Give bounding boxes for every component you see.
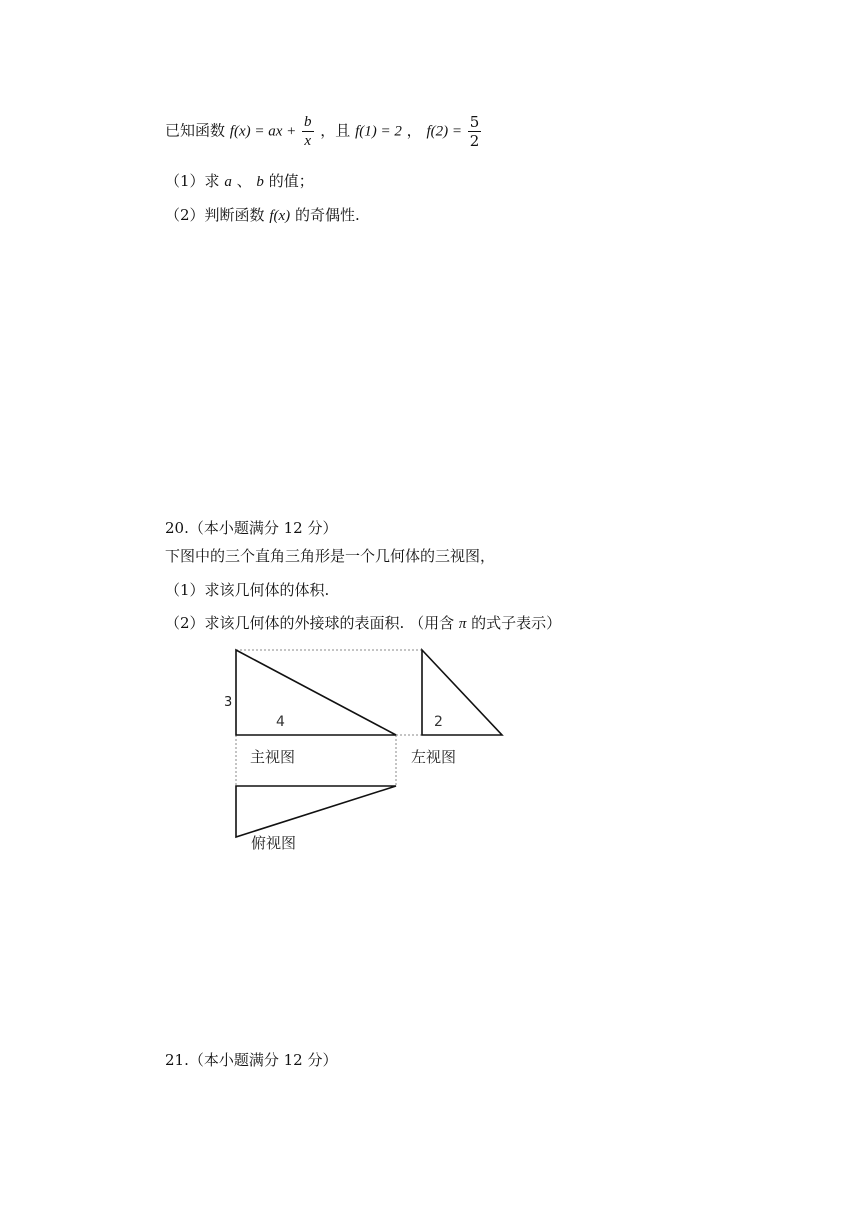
q19-part2-prefix: （2）判断函数 bbox=[165, 206, 265, 224]
q21-header: 21.（本小题满分 12 分） bbox=[165, 1051, 338, 1069]
q19-part1-suffix: 的值； bbox=[268, 172, 314, 190]
q19-frac-numerator: b bbox=[304, 114, 312, 130]
front-view-triangle bbox=[236, 650, 396, 735]
q19-condition-1: f(1) = 2 bbox=[355, 123, 402, 140]
top-view-triangle bbox=[236, 786, 396, 837]
q20-pi-symbol: π bbox=[458, 616, 467, 632]
front-height-label: 3 bbox=[224, 695, 233, 710]
front-base-label: 4 bbox=[276, 714, 285, 730]
q19-part2-suffix: 的奇偶性. bbox=[294, 206, 360, 224]
q20-part-1: （1）求该几何体的体积. bbox=[165, 581, 330, 599]
q19-part1-prefix: （1）求 bbox=[165, 172, 220, 190]
q19-condition-2: f(2) = bbox=[426, 123, 466, 140]
q19-dun-separator: 、 bbox=[236, 172, 252, 190]
q20-part2-suffix: 的式子表示） bbox=[471, 614, 562, 632]
q19-part2-func: f(x) bbox=[269, 208, 291, 224]
top-view-caption: 俯视图 bbox=[251, 834, 297, 852]
q19-var-b: b bbox=[256, 174, 264, 190]
q19-frac2-denominator: 2 bbox=[469, 132, 480, 150]
q20-header: 20.（本小题满分 12 分） bbox=[165, 519, 338, 537]
q19-comma: ， bbox=[406, 121, 422, 140]
side-base-label: 2 bbox=[434, 714, 443, 730]
front-view-caption: 主视图 bbox=[250, 748, 296, 766]
q19-condition-separator: ，且 bbox=[320, 121, 351, 140]
q19-function-expr: f(x) = ax + bbox=[229, 123, 301, 140]
q19-frac-denominator: x bbox=[304, 133, 312, 149]
q20-intro: 下图中的三个直角三角形是一个几何体的三视图， bbox=[165, 547, 496, 565]
q19-intro-prefix: 已知函数 bbox=[165, 121, 226, 140]
side-view-caption: 左视图 bbox=[411, 748, 457, 766]
q20-part2-prefix: （2）求该几何体的外接球的表面积. （用含 bbox=[165, 614, 455, 632]
q19-var-a: a bbox=[224, 174, 232, 190]
q19-frac2-numerator: 5 bbox=[469, 113, 480, 131]
